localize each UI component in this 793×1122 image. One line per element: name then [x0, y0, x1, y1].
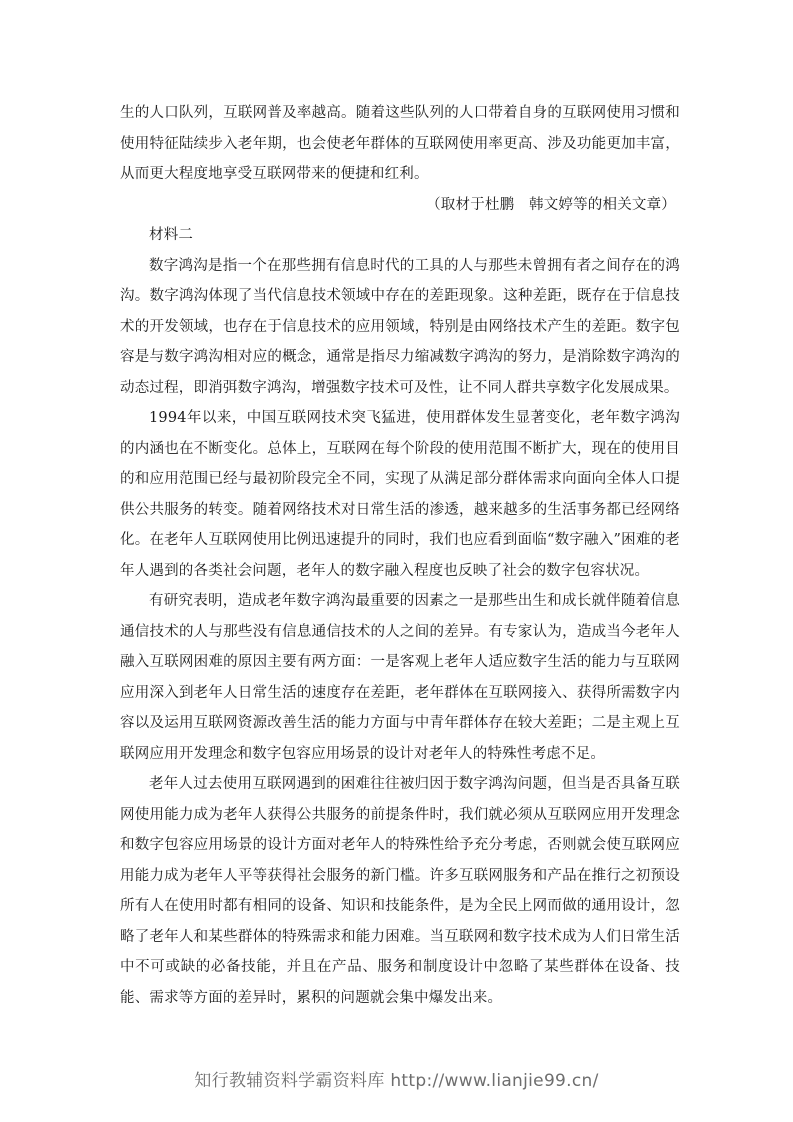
source-citation: （取材于杜鹏 韩文婷等的相关文章）: [426, 196, 676, 213]
section-heading: 材料二: [149, 227, 194, 243]
paragraph-research-causes: 有研究表明，造成老年数字鸿沟最重要的因素之一是那些出生和成长就伴随着信息通信技术的人与那些没有信息通信技术的人之间的差异。有专家认为，造成当今老年人融入互联网困难的原因主要有两方面：一是客观上老年人适应数字生活的能力与互联网应用深入到老年人日常生活的速度存在差距，老年群体在互联网接入、获得所需数字内容以及运用互联网资源改善生活的能力方面与中青年群体存在较大差距；二是主观上互联网应用开发理念和数字包容应用场景的设计对老年人的特殊性考虑不足。: [120, 593, 680, 762]
paragraph-internet-history: 1994年以来，中国互联网技术突飞猛进，使用群体发生显著变化，老年数字鸿沟的内涵也在不断变化。总体上，互联网在每个阶段的使用范围不断扩大，现在的使用目的和应用范围已经与最初阶段完全不同，实现了从满足部分群体需求向面向全体人口提供公共服务的转变。随着网络技术对日常生活的渗透，越来越多的生活事务都已经网络化。在老年人互联网使用比例迅速提升的同时，我们也应看到面临“数字融入”困难的老年人遇到的各类社会问题，老年人的数字融入程度也反映了社会的数字包容状况。: [120, 410, 680, 579]
paragraph-digital-divide-definition: 数字鸿沟是指一个在那些拥有信息时代的工具的人与那些未曾拥有者之间存在的鸿沟。数字鸿沟体现了当代信息技术领域中存在的差距现象。这种差距，既存在于信息技术的开发领域，也存在于信息技术的应用领域，特别是由网络技术产生的差距。数字包容是与数字鸿沟相对应的概念，通常是指尽力缩减数字鸿沟的努力，是消除数字鸿沟的动态过程，即消弭数字鸿沟，增强数字技术可及性，让不同人群共享数字化发展成果。: [120, 257, 680, 396]
footer-watermark: 知行教辅资料学霸资料库 http://www.lianjie99.cn/: [194, 1071, 599, 1091]
document-body: [120, 98, 680, 1013]
paragraph-service-threshold: 老年人过去使用互联网遇到的困难往往被归因于数字鸿沟问题，但当是否具备互联网使用能力成为老年人获得公共服务的前提条件时，我们就必须从互联网应用开发理念和数字包容应用场景的设计方面对老年人的特殊性给予充分考虑，否则就会使互联网应用能力成为老年人平等获得社会服务的新门槛。许多互联网服务和产品在推行之初预设所有人在使用时都有相同的设备、知识和技能条件，是为全民上网而做的通用设计，忽略了老年人和某些群体的特殊需求和能力困难。当互联网和数字技术成为人们日常生活中不可或缺的必备技能，并且在产品、服务和制度设计中忽略了某些群体在设备、技能、需求等方面的差异时，累积的问题就会集中爆发出来。: [120, 776, 680, 1006]
paragraph-continued: 生的人口队列，互联网普及率越高。随着这些队列的人口带着自身的互联网使用习惯和使用特征陆续步入老年期，也会使老年群体的互联网使用率更高、涉及功能更加丰富，从而更大程度地享受互联网带来的便捷和红利。: [120, 105, 680, 182]
